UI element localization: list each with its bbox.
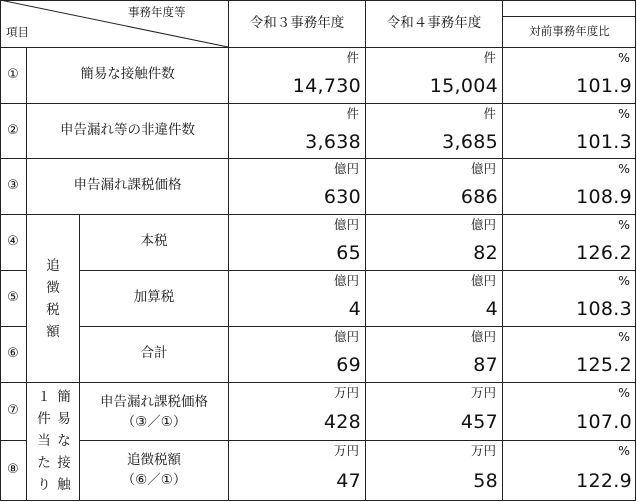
- unit-fy4: 億円: [470, 329, 496, 344]
- value-fy3: 69: [336, 354, 361, 376]
- value-ratio: 108.9: [576, 186, 632, 208]
- value-fy3: 630: [323, 186, 361, 208]
- row-number: ⑤: [7, 290, 19, 305]
- unit-ratio: %: [618, 329, 630, 344]
- unit-fy4: 万円: [470, 385, 496, 400]
- value-ratio: 108.3: [576, 298, 632, 320]
- unit-fy3: 万円: [333, 385, 359, 400]
- group-label-char: 当: [37, 433, 51, 449]
- group-label-char: 易: [57, 411, 71, 427]
- group-label-char: り: [37, 477, 51, 493]
- row-number: ⑥: [7, 346, 19, 361]
- row-number: ①: [7, 67, 19, 82]
- group-label-char: 徴: [46, 280, 60, 296]
- group-label-char: な: [57, 433, 71, 449]
- value-fy4: 3,685: [442, 131, 498, 153]
- row-sublabel: （③／①）: [121, 414, 187, 430]
- corner-top-label: 事務年度等: [128, 5, 186, 19]
- group-label-char: 追: [46, 258, 60, 274]
- unit-ratio: %: [618, 106, 630, 121]
- row-label: 本税: [140, 233, 168, 249]
- value-fy3: 65: [336, 242, 361, 264]
- group-label-char: 接: [57, 455, 71, 471]
- unit-fy3: 万円: [333, 443, 359, 458]
- value-fy3: 3,638: [305, 131, 361, 153]
- unit-fy4: 億円: [470, 217, 496, 232]
- value-ratio: 101.3: [576, 131, 632, 153]
- row-label: 簡易な接触件数: [80, 66, 175, 82]
- value-fy4: 686: [460, 186, 498, 208]
- row-label: 合計: [140, 345, 168, 361]
- value-fy4: 87: [473, 354, 498, 376]
- unit-fy4: 万円: [470, 443, 496, 458]
- unit-fy4: 件: [483, 106, 496, 121]
- value-fy4: 82: [473, 242, 498, 264]
- row-label: 申告漏れ等の非違件数: [60, 122, 195, 138]
- unit-fy3: 件: [346, 106, 359, 121]
- corner-bottom-label: 項目: [6, 25, 29, 39]
- value-fy4: 457: [460, 411, 498, 433]
- group-label-per-contact-col2: [54, 386, 74, 496]
- row-label: 申告漏れ課税価格: [100, 394, 208, 410]
- column-header-fy3: 令和３事務年度: [249, 15, 345, 31]
- unit-fy3: 億円: [333, 161, 359, 176]
- group-label-char: 額: [46, 324, 60, 340]
- group-label-char: 簡: [57, 389, 71, 405]
- unit-ratio: %: [618, 50, 630, 65]
- group-label-per-contact-col1: [34, 386, 54, 496]
- value-fy4: 15,004: [429, 75, 498, 97]
- group-label-char: 触: [57, 477, 71, 493]
- value-ratio: 122.9: [576, 470, 632, 492]
- row-label: 加算税: [133, 289, 175, 305]
- unit-fy3: 億円: [333, 273, 359, 288]
- row-sublabel: （⑥／①）: [121, 472, 187, 488]
- value-ratio: 101.9: [576, 75, 632, 97]
- unit-ratio: %: [618, 273, 630, 288]
- row-number: ⑧: [7, 462, 19, 477]
- unit-fy4: 億円: [470, 273, 496, 288]
- row-number: ⑦: [7, 403, 19, 418]
- group-label-additional-tax: [27, 255, 79, 343]
- unit-ratio: %: [618, 161, 630, 176]
- unit-fy3: 億円: [333, 217, 359, 232]
- value-fy3: 4: [348, 298, 361, 320]
- group-label-char: た: [37, 455, 51, 471]
- row-number: ④: [7, 234, 19, 249]
- row-label: 追徴税額: [127, 452, 181, 468]
- unit-ratio: %: [618, 217, 630, 232]
- value-fy4: 4: [485, 298, 498, 320]
- row-number: ③: [7, 178, 19, 193]
- column-header-fy4: 令和４事務年度: [386, 15, 482, 31]
- row-label: 申告漏れ課税価格: [73, 177, 182, 193]
- row-number: ②: [7, 123, 19, 138]
- value-fy3: 14,730: [292, 75, 361, 97]
- value-ratio: 107.0: [576, 411, 632, 433]
- unit-fy4: 億円: [470, 161, 496, 176]
- unit-fy3: 件: [346, 50, 359, 65]
- value-fy4: 58: [473, 470, 498, 492]
- unit-fy3: 億円: [333, 329, 359, 344]
- column-header-ratio: 対前事務年度比: [529, 24, 610, 38]
- unit-ratio: %: [618, 443, 630, 458]
- value-fy3: 47: [336, 470, 361, 492]
- group-label-char: 税: [46, 302, 60, 318]
- value-ratio: 125.2: [576, 354, 632, 376]
- unit-fy4: 件: [483, 50, 496, 65]
- value-fy3: 428: [323, 411, 361, 433]
- unit-ratio: %: [618, 385, 630, 400]
- group-label-char: １: [37, 389, 51, 405]
- value-ratio: 126.2: [576, 242, 632, 264]
- group-label-char: 件: [37, 411, 51, 427]
